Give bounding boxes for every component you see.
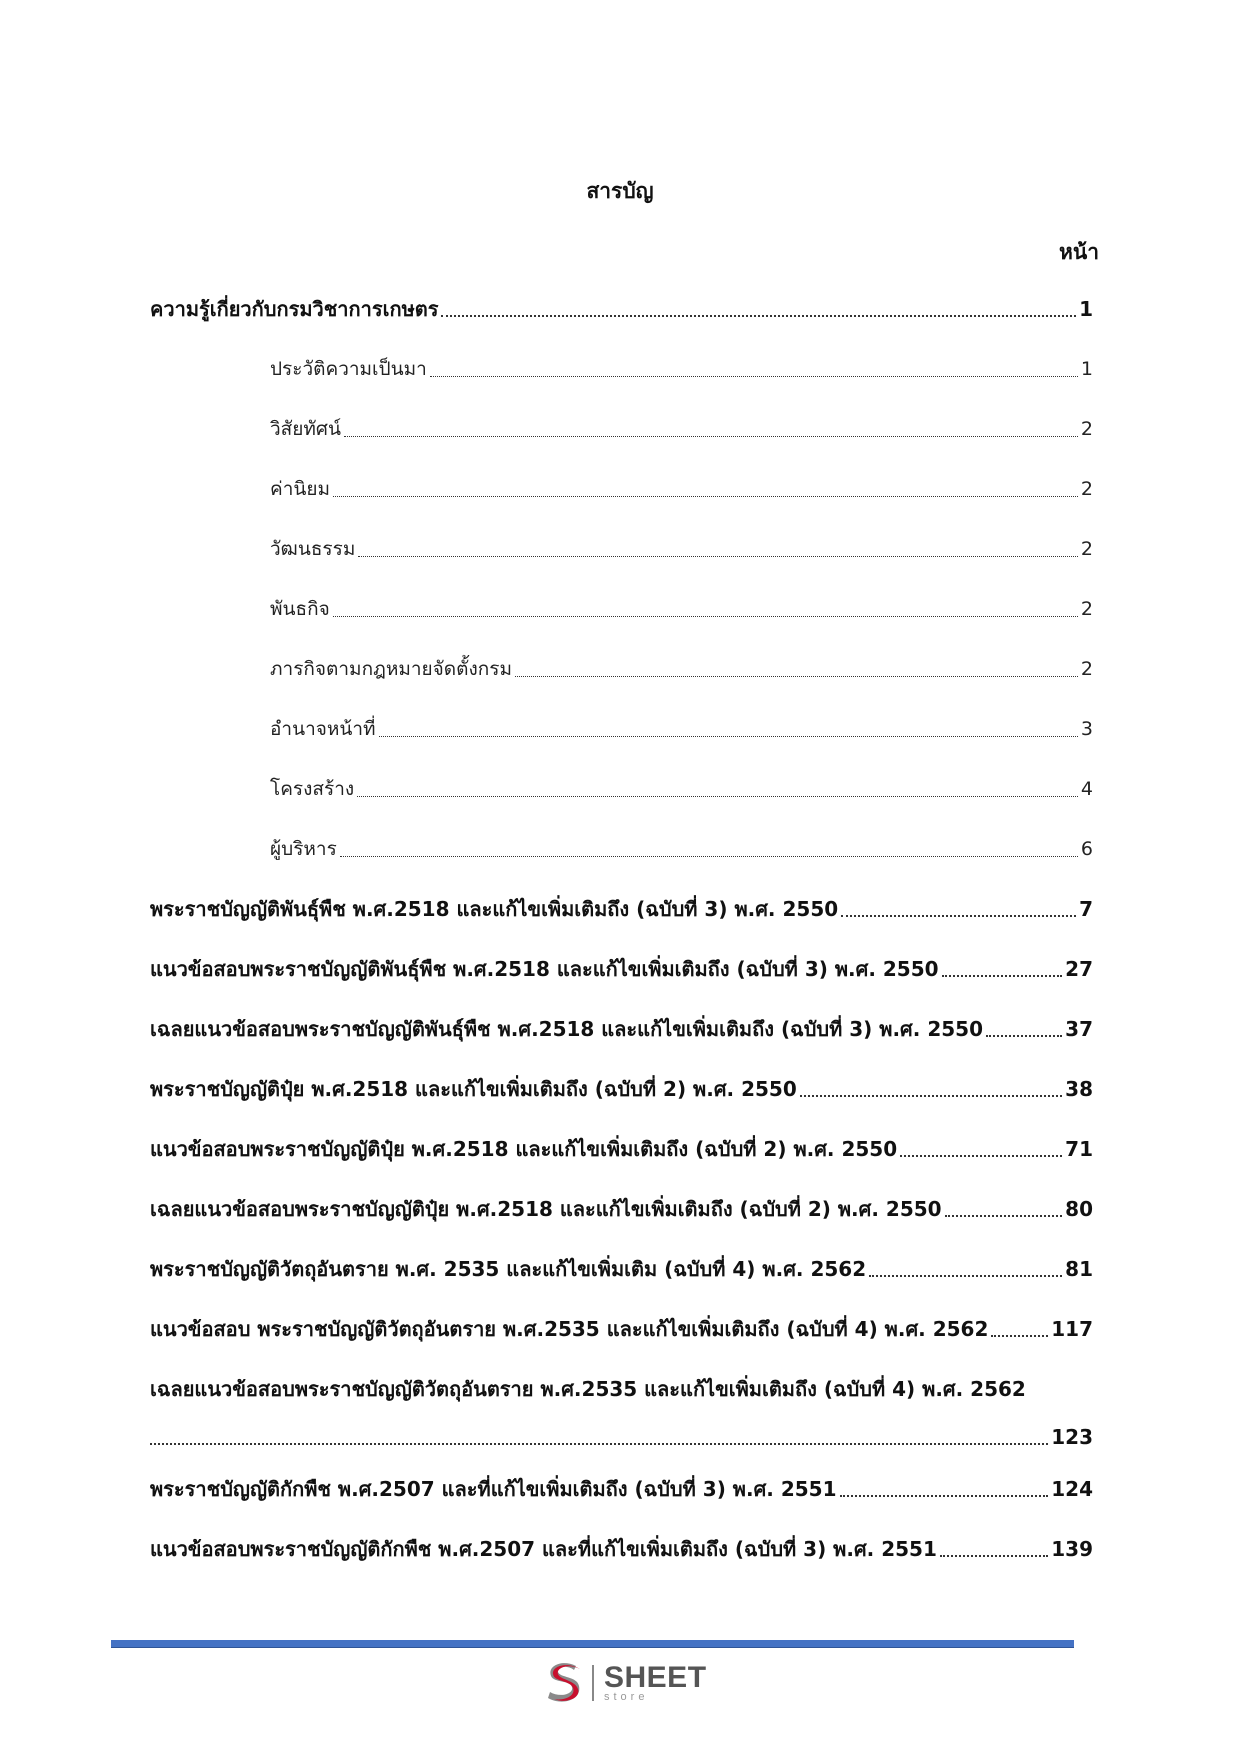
dot-leader bbox=[150, 1443, 1048, 1445]
dot-leader bbox=[430, 376, 1078, 377]
toc-entry-label: ความรู้เกี่ยวกับกรมวิชาการเกษตร bbox=[150, 297, 439, 321]
toc-entry-label: พันธกิจ bbox=[270, 598, 330, 620]
toc-entry-page: 1 bbox=[1079, 297, 1093, 321]
toc-entry-label: พระราชบัญญัติปุ๋ย พ.ศ.2518 และแก้ไขเพิ่มเติมถึง (ฉบับที่ 2) พ.ศ. 2550 bbox=[150, 1077, 797, 1101]
logo-text: SHEET bbox=[604, 1661, 707, 1694]
toc-entry-label: เฉลยแนวข้อสอบพระราชบัญญัติพันธุ์พืช พ.ศ.2518 และแก้ไขเพิ่มเติมถึง (ฉบับที่ 3) พ.ศ. 2550 bbox=[150, 1017, 983, 1041]
toc-subentry bbox=[270, 834, 1093, 864]
dot-leader bbox=[340, 856, 1078, 857]
toc-entry-label: พระราชบัญญัติพันธุ์พืช พ.ศ.2518 และแก้ไขเพิ่มเติมถึง (ฉบับที่ 3) พ.ศ. 2550 bbox=[150, 897, 839, 921]
toc-entry-label: พระราชบัญญัติกักพืช พ.ศ.2507 และที่แก้ไขเพิ่มเติมถึง (ฉบับที่ 3) พ.ศ. 2551 bbox=[150, 1477, 837, 1501]
dot-leader bbox=[441, 315, 1076, 317]
toc-entry bbox=[150, 1314, 1093, 1344]
toc-entry-page: 38 bbox=[1065, 1077, 1093, 1101]
toc-entry bbox=[150, 1374, 1026, 1404]
toc-entry-page: 4 bbox=[1080, 778, 1093, 800]
footer-divider bbox=[111, 1640, 1074, 1648]
toc-entry bbox=[150, 1014, 1093, 1044]
toc-entry bbox=[150, 1534, 1093, 1564]
toc-entry-label: แนวข้อสอบพระราชบัญญัติกักพืช พ.ศ.2507 และที่แก้ไขเพิ่มเติมถึง (ฉบับที่ 3) พ.ศ. 2551 bbox=[150, 1537, 937, 1561]
toc-entry-label: โครงสร้าง bbox=[270, 778, 355, 800]
toc-entry bbox=[150, 294, 1093, 324]
logo-separator bbox=[592, 1665, 594, 1701]
toc-entry bbox=[150, 1194, 1093, 1224]
toc-entry-page: 2 bbox=[1080, 658, 1093, 680]
toc-subentry bbox=[270, 594, 1093, 624]
toc-entry-label: ค่านิยม bbox=[270, 478, 331, 500]
dot-leader bbox=[942, 975, 1063, 977]
toc-entry-label: ประวัติความเป็นมา bbox=[270, 358, 427, 380]
toc-subentry bbox=[270, 654, 1093, 684]
toc-entry-page: 2 bbox=[1080, 598, 1093, 620]
sheet-store-logo-icon bbox=[542, 1660, 586, 1706]
toc-entry bbox=[150, 954, 1093, 984]
toc-entry-page: 139 bbox=[1051, 1537, 1093, 1561]
logo-subtext: store bbox=[604, 1691, 649, 1703]
page-column-header: หน้า bbox=[1059, 240, 1099, 264]
toc-entry-label: เฉลยแนวข้อสอบพระราชบัญญัติวัตถุอันตราย พ.ศ.2535 และแก้ไขเพิ่มเติมถึง (ฉบับที่ 4) พ.ศ. 2562 bbox=[150, 1377, 1026, 1401]
dot-leader bbox=[515, 676, 1078, 677]
dot-leader bbox=[991, 1335, 1048, 1337]
toc-entry-page: 124 bbox=[1051, 1477, 1093, 1501]
toc-subentry bbox=[270, 774, 1093, 804]
toc-subentry bbox=[270, 714, 1093, 744]
toc-entry bbox=[150, 894, 1093, 924]
dot-leader bbox=[940, 1555, 1048, 1557]
toc-entry-page: 7 bbox=[1079, 897, 1093, 921]
dot-leader bbox=[900, 1155, 1062, 1157]
page-title: สารบัญ bbox=[586, 179, 654, 203]
dot-leader bbox=[358, 556, 1078, 557]
dot-leader bbox=[869, 1275, 1062, 1277]
toc-entry-label: พระราชบัญญัติวัตถุอันตราย พ.ศ. 2535 และแก้ไขเพิ่มเติม (ฉบับที่ 4) พ.ศ. 2562 bbox=[150, 1257, 867, 1281]
toc-entry-label: แนวข้อสอบ พระราชบัญญัติวัตถุอันตราย พ.ศ.2535 และแก้ไขเพิ่มเติมถึง (ฉบับที่ 4) พ.ศ. 2562 bbox=[150, 1317, 989, 1341]
toc-subentry bbox=[270, 474, 1093, 504]
toc-entry-label: วัฒนธรรม bbox=[270, 538, 356, 560]
toc-entry-page: 27 bbox=[1065, 957, 1093, 981]
toc-entry-page: 71 bbox=[1065, 1137, 1093, 1161]
toc-entry-label: แนวข้อสอบพระราชบัญญัติพันธุ์พืช พ.ศ.2518 และแก้ไขเพิ่มเติมถึง (ฉบับที่ 3) พ.ศ. 2550 bbox=[150, 957, 939, 981]
toc-entry-page: 37 bbox=[1065, 1017, 1093, 1041]
toc-entry-label: อำนาจหน้าที่ bbox=[270, 718, 376, 740]
toc-entry bbox=[150, 1474, 1093, 1504]
toc-entry-page: 3 bbox=[1080, 718, 1093, 740]
toc-entry-page: 117 bbox=[1051, 1317, 1093, 1341]
toc-entry-page: 6 bbox=[1080, 838, 1093, 860]
footer-logo bbox=[542, 1660, 707, 1706]
toc-entry bbox=[150, 1134, 1093, 1164]
toc-entry-page: 1 bbox=[1080, 358, 1093, 380]
toc-entry-label: แนวข้อสอบพระราชบัญญัติปุ๋ย พ.ศ.2518 และแก้ไขเพิ่มเติมถึง (ฉบับที่ 2) พ.ศ. 2550 bbox=[150, 1137, 898, 1161]
toc-entry-label: ภารกิจตามกฎหมายจัดตั้งกรม bbox=[270, 658, 512, 680]
dot-leader bbox=[379, 736, 1078, 737]
toc-entry bbox=[150, 1254, 1093, 1284]
dot-leader bbox=[800, 1095, 1062, 1097]
dot-leader bbox=[841, 915, 1076, 917]
dot-leader bbox=[333, 496, 1078, 497]
toc-entry-page: 80 bbox=[1065, 1197, 1093, 1221]
toc-entry bbox=[150, 1074, 1093, 1104]
dot-leader bbox=[945, 1215, 1063, 1217]
toc-entry-label: เฉลยแนวข้อสอบพระราชบัญญัติปุ๋ย พ.ศ.2518 และแก้ไขเพิ่มเติมถึง (ฉบับที่ 2) พ.ศ. 2550 bbox=[150, 1197, 942, 1221]
toc-entry-page: 123 bbox=[1051, 1425, 1093, 1449]
dot-leader bbox=[986, 1035, 1062, 1037]
dot-leader bbox=[344, 436, 1078, 437]
toc-subentry bbox=[270, 534, 1093, 564]
toc-entry-page: 2 bbox=[1080, 418, 1093, 440]
dot-leader bbox=[840, 1495, 1049, 1497]
toc-entry-label: วิสัยทัศน์ bbox=[270, 418, 341, 440]
toc-subentry bbox=[270, 354, 1093, 384]
toc-entry-label: ผู้บริหาร bbox=[270, 838, 337, 860]
toc-subentry bbox=[270, 414, 1093, 444]
dot-leader bbox=[333, 616, 1078, 617]
toc-entry-page: 2 bbox=[1080, 478, 1093, 500]
toc-entry-continuation bbox=[150, 1422, 1093, 1452]
toc-entry-page: 2 bbox=[1080, 538, 1093, 560]
toc-entry-page: 81 bbox=[1065, 1257, 1093, 1281]
dot-leader bbox=[357, 796, 1078, 797]
